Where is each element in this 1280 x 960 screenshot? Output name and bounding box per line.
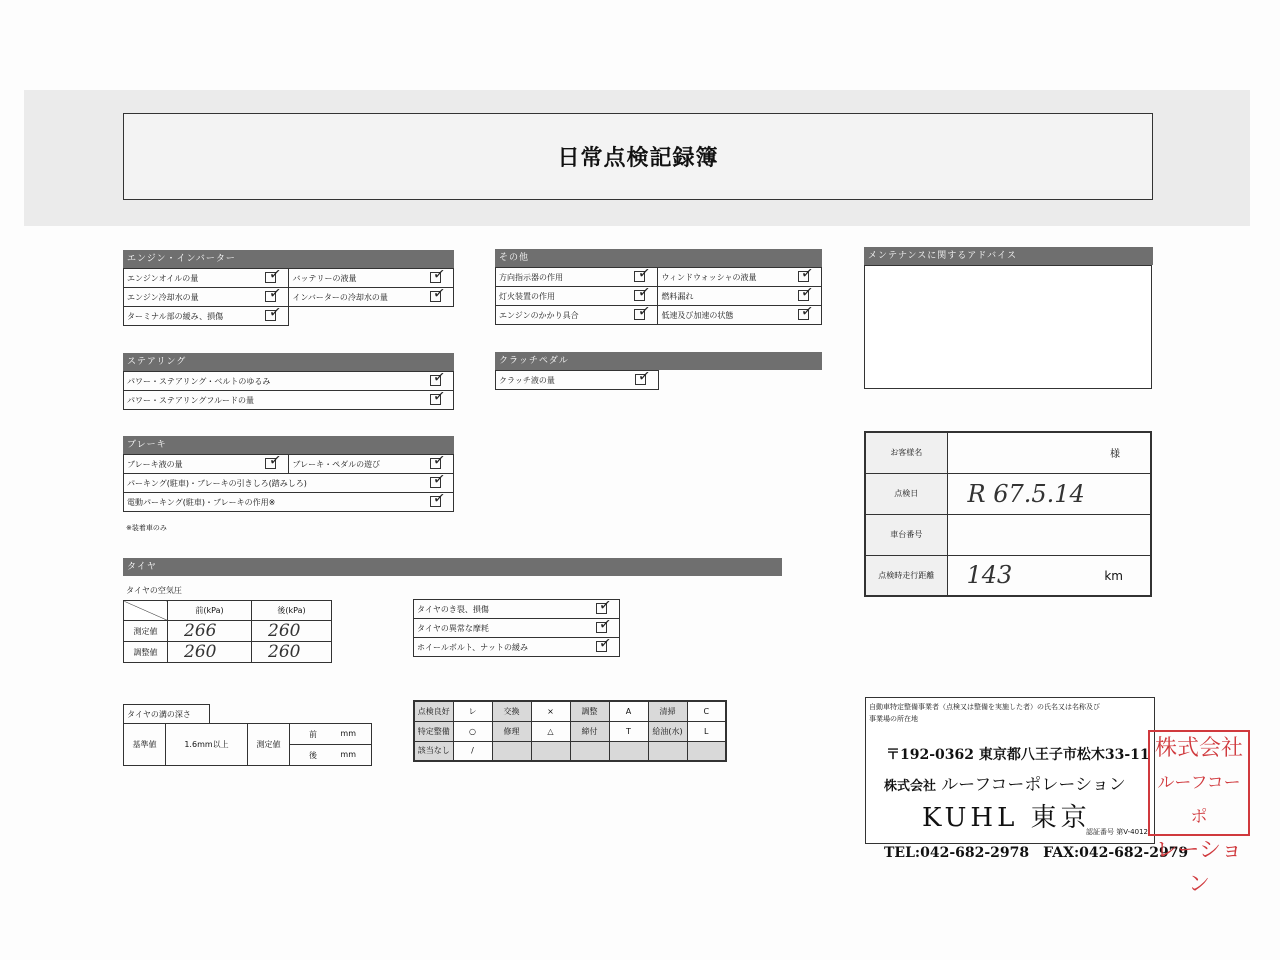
check-mark: ✓ xyxy=(598,633,613,653)
tire-header: タイヤ xyxy=(123,558,782,576)
legend-label: 給油(水) xyxy=(648,721,687,741)
engine-header: エンジン・インバーター xyxy=(123,250,454,268)
lights-row: 灯火装置の作用 ✓ xyxy=(496,287,658,306)
customer-field[interactable] xyxy=(947,432,1151,473)
adjusted-front[interactable]: 260 xyxy=(168,642,252,663)
business-caption-2: 事業場の所在地 xyxy=(869,715,918,723)
row-adjusted: 調整値 xyxy=(124,642,168,663)
legend-symbol: ○ xyxy=(453,721,492,741)
engine-section xyxy=(123,250,454,326)
check-mark: ✓ xyxy=(800,263,815,283)
brake-note: ※装着車のみ xyxy=(126,524,167,532)
legend-label: 交換 xyxy=(492,701,531,721)
page-title: 日常点検記録簿 xyxy=(557,146,719,171)
engine-table xyxy=(123,264,454,326)
business-company: 株式会社 ルーフコーポレーション xyxy=(884,775,1126,795)
legend-symbol: L xyxy=(687,721,726,741)
turn-signal-row: 方向指示器の作用 ✓ xyxy=(496,268,658,287)
legend-label: 清掃 xyxy=(648,701,687,721)
legend-label: 特定整備 xyxy=(414,721,453,741)
check-mark: ✓ xyxy=(432,386,447,406)
coolant-row: エンジン冷却水の量 ✓ xyxy=(124,288,289,307)
clutch-table xyxy=(495,366,659,390)
fuel-leak-row: 燃料漏れ ✓ xyxy=(658,287,822,306)
terminal-row: ターミナル部の緩み、損傷 ✓ xyxy=(124,307,289,326)
check-mark: ✓ xyxy=(432,488,447,508)
ps-fluid-row: パワー・ステアリングフルードの量 ✓ xyxy=(124,391,454,410)
check-mark: ✓ xyxy=(636,282,652,302)
advice-header: メンテナンスに関するアドバイス xyxy=(864,247,1153,265)
legend-label: 該当なし xyxy=(414,741,453,761)
check-mark: ✓ xyxy=(267,264,283,284)
legend-symbol: △ xyxy=(531,721,570,741)
electric-parking-row: 電動パーキング(駐車)・ブレーキの作用※ ✓ xyxy=(124,493,454,512)
clutch-header: クラッチペダル xyxy=(495,352,822,370)
battery-row: バッテリーの液量 ✓ xyxy=(289,269,454,288)
check-mark: ✓ xyxy=(598,614,613,634)
brake-header: ブレーキ xyxy=(123,436,454,454)
parking-brake-row: パーキング(駐車)・ブレーキの引きしろ(踏みしろ) ✓ xyxy=(124,474,454,493)
mileage-field[interactable] xyxy=(947,555,1151,596)
steering-table xyxy=(123,367,454,410)
info-table xyxy=(864,431,1152,597)
col-front: 前(kPa) xyxy=(168,601,252,621)
legend-symbol: × xyxy=(531,701,570,721)
tread-table xyxy=(123,723,372,766)
ps-belt-row: パワー・ステアリング・ベルトのゆるみ ✓ xyxy=(124,372,454,391)
tread-rear-cell[interactable]: 後 mm xyxy=(290,745,372,766)
acceleration-row: 低速及び加速の状態 ✓ xyxy=(658,306,822,325)
business-tel-fax: TEL:042-682-2978 FAX:042-682-2979 xyxy=(884,845,1189,861)
clutch-section xyxy=(495,352,822,390)
tire-crack-row: タイヤのき裂、損傷 ✓ xyxy=(414,600,620,619)
tire-pressure-table xyxy=(123,600,332,663)
vehicle-field[interactable] xyxy=(947,514,1151,555)
business-caption-1: 自動車特定整備事業者（点検又は整備を実施した者）の氏名又は名称及び xyxy=(869,703,1100,711)
customer-label: お客様名 xyxy=(865,432,947,473)
legend-label: 締付 xyxy=(570,721,609,741)
brake-section xyxy=(123,436,454,512)
tire-section xyxy=(123,558,782,576)
title-box xyxy=(123,113,1153,200)
advice-textarea[interactable] xyxy=(864,265,1152,389)
advice-section xyxy=(864,247,1153,265)
tread-label: タイヤの溝の深さ xyxy=(124,705,210,724)
row-measured: 測定値 xyxy=(124,621,168,642)
tire-check-table xyxy=(413,595,620,657)
check-mark: ✓ xyxy=(800,301,815,321)
check-mark: ✓ xyxy=(432,367,447,387)
engine-start-row: エンジンのかかり具合 ✓ xyxy=(496,306,658,325)
wheel-bolt-row: ホイールボルト、ナットの緩み ✓ xyxy=(414,638,620,657)
legend-symbol: A xyxy=(609,701,648,721)
brake-table xyxy=(123,450,454,512)
other-header: その他 xyxy=(495,249,822,267)
steering-header: ステアリング xyxy=(123,353,454,371)
date-value[interactable]: R 67.5.14 xyxy=(947,473,1151,514)
check-mark: ✓ xyxy=(432,450,447,470)
other-section xyxy=(495,249,822,325)
check-mark: ✓ xyxy=(267,450,283,470)
brake-fluid-row: ブレーキ液の量 ✓ xyxy=(124,455,289,474)
legend-label: 調整 xyxy=(570,701,609,721)
legend-symbol: T xyxy=(609,721,648,741)
check-mark: ✓ xyxy=(637,366,652,386)
check-mark: ✓ xyxy=(267,302,283,322)
tread-std-value: 1.6mm以上 xyxy=(166,724,248,766)
check-mark: ✓ xyxy=(267,283,283,303)
legend-symbol: レ xyxy=(453,701,492,721)
business-cert: 認証番号 第V-4012 xyxy=(1086,828,1148,836)
check-mark: ✓ xyxy=(432,283,447,303)
other-table xyxy=(495,263,822,325)
legend-symbol: C xyxy=(687,701,726,721)
date-label: 点検日 xyxy=(865,473,947,514)
mileage-label: 点検時走行距離 xyxy=(865,555,947,596)
washer-row: ウィンドウォッシャの液量 ✓ xyxy=(658,268,822,287)
tread-front-cell[interactable]: 前 mm xyxy=(290,724,372,745)
adjusted-rear[interactable]: 260 xyxy=(252,642,332,663)
tread-meas-label: 測定値 xyxy=(248,724,290,766)
col-rear: 後(kPa) xyxy=(252,601,332,621)
company-seal-stamp: 株式会社 ルーフコーポ レーション xyxy=(1148,730,1250,836)
business-brand: KUHL 東京 xyxy=(922,803,1091,833)
check-mark: ✓ xyxy=(636,263,652,283)
measured-rear[interactable]: 260 xyxy=(252,621,332,642)
legend-label: 点検良好 xyxy=(414,701,453,721)
legend-symbol: / xyxy=(453,741,492,761)
check-mark: ✓ xyxy=(598,595,613,615)
tire-pressure-label: タイヤの空気圧 xyxy=(126,586,182,595)
check-mark: ✓ xyxy=(636,301,652,321)
business-address: 〒192-0362 東京都八王子市松木33-11 xyxy=(886,747,1150,763)
customer-suffix: 様 xyxy=(1110,449,1120,461)
check-mark: ✓ xyxy=(800,282,815,302)
mileage-unit: km xyxy=(1104,569,1123,584)
mileage-value: 143 xyxy=(966,561,1013,590)
check-mark: ✓ xyxy=(432,264,447,284)
steering-section xyxy=(123,353,454,410)
legend-table xyxy=(413,700,727,762)
tire-wear-row: タイヤの異常な摩耗 ✓ xyxy=(414,619,620,638)
vehicle-label: 車台番号 xyxy=(865,514,947,555)
check-mark: ✓ xyxy=(432,469,447,489)
tread-label-table xyxy=(123,704,210,724)
brake-pedal-row: ブレーキ・ペダルの遊び ✓ xyxy=(289,455,454,474)
engine-oil-row: エンジンオイルの量 ✓ xyxy=(124,269,289,288)
clutch-fluid-row: クラッチ液の量 ✓ xyxy=(496,371,659,390)
legend-label: 修理 xyxy=(492,721,531,741)
tread-std-label: 基準値 xyxy=(124,724,166,766)
measured-front[interactable]: 266 xyxy=(168,621,252,642)
business-box xyxy=(865,697,1155,844)
inverter-coolant-row: インバーターの冷却水の量 ✓ xyxy=(289,288,454,307)
